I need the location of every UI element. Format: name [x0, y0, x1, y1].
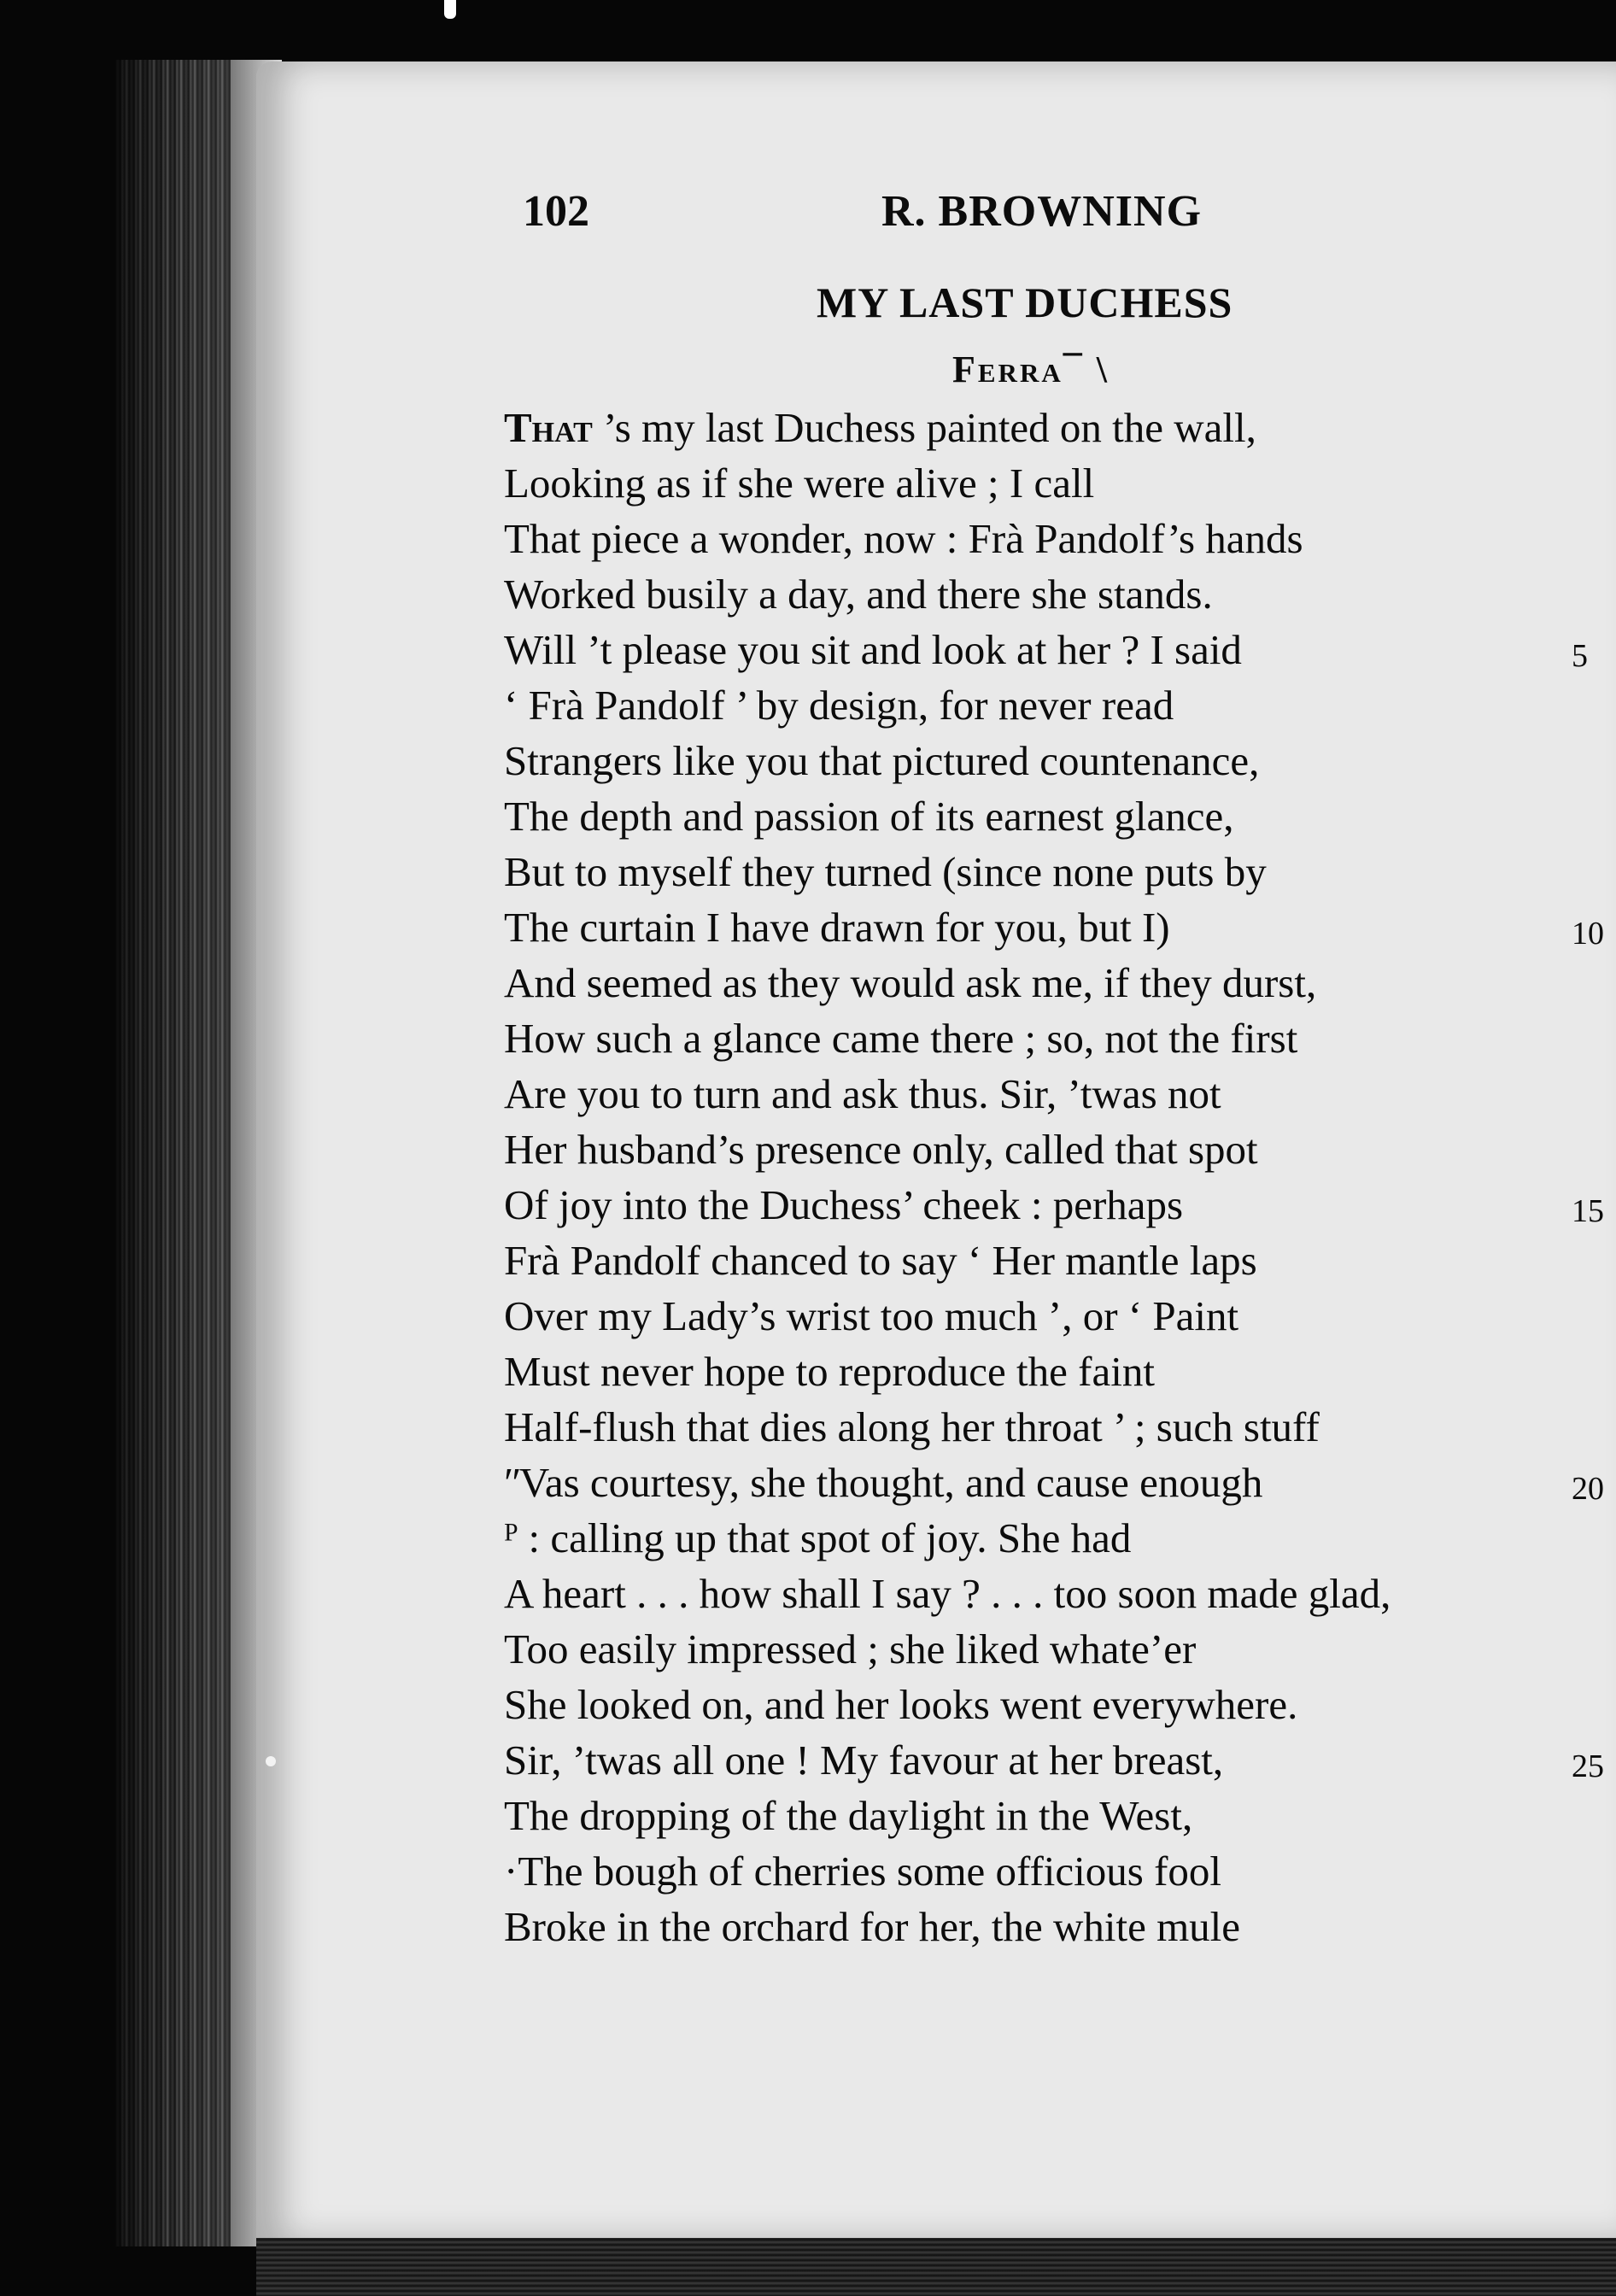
- poem-line: [504, 1510, 1597, 1566]
- poem-line: [504, 1344, 1597, 1399]
- poem-line: [504, 1288, 1597, 1344]
- poem-line: [504, 1010, 1597, 1066]
- poem-line-text: ʺVas courtesy, she thought, and cause enough: [504, 1459, 1263, 1506]
- poem-line: [504, 1788, 1597, 1843]
- poem-line: [504, 1899, 1597, 1954]
- poem-line-text: And seemed as they would ask me, if they durst,: [504, 959, 1317, 1006]
- poem-line-text: The depth and passion of its earnest glance,: [504, 793, 1234, 840]
- poem-line: [504, 511, 1597, 566]
- poem-line-text: The dropping of the daylight in the West,: [504, 1792, 1193, 1839]
- poem-line-text: Are you to turn and ask thus. Sir, ’twas not: [504, 1070, 1221, 1117]
- scan-dust-spot: [266, 1756, 276, 1766]
- poem-line-text: Will ’t please you sit and look at her ? I said: [504, 626, 1242, 673]
- poem-line: [504, 1399, 1597, 1455]
- poem-body: [504, 400, 1604, 1954]
- line-number: 5: [1572, 638, 1588, 674]
- poem-line: [504, 1566, 1597, 1621]
- poem-line-text: ·The bough of cherries some officious fool: [504, 1848, 1222, 1895]
- poem-line: [504, 1066, 1597, 1122]
- scan-artifact-mark: [444, 0, 456, 19]
- poem-title: MY LAST DUCHESS: [817, 278, 1233, 326]
- poem-line-text: Worked busily a day, and there she stands.: [504, 571, 1213, 618]
- poem-line-text: Must never hope to reproduce the faint: [504, 1348, 1155, 1395]
- poem-first-line-rest: ’s my last Duchess painted on the wall,: [592, 404, 1256, 451]
- poem-line-text: That piece a wonder, now : Frà Pandolf’s hands: [504, 515, 1303, 562]
- poem-line: [504, 1177, 1604, 1233]
- poem-line: [504, 733, 1597, 788]
- line-number: 20: [1572, 1471, 1604, 1507]
- poem-line-text: Of joy into the Duchess’ cheek : perhaps: [504, 1181, 1184, 1228]
- poem-line: [504, 788, 1597, 844]
- poem-line-text: Too easily impressed ; she liked whate’er: [504, 1625, 1197, 1672]
- poem-line-text: Sir, ’twas all one ! My favour at her breast,: [504, 1737, 1224, 1784]
- poem-line-text: A heart . . . how shall I say ? . . . too soon made glad,: [504, 1570, 1391, 1617]
- running-head: [523, 186, 1240, 246]
- poem-line-text: But to myself they turned (since none puts by: [504, 848, 1267, 895]
- running-head-author: R. BROWNING: [881, 187, 1203, 236]
- poem-line: [504, 455, 1597, 511]
- line-number: 25: [1572, 1748, 1604, 1784]
- poem-line: [504, 1621, 1597, 1677]
- poem-line: [504, 1455, 1604, 1510]
- poem-line-text: ᴾ : calling up that spot of joy. She had: [504, 1514, 1132, 1561]
- poem-line-text: Strangers like you that pictured countenance,: [504, 737, 1260, 784]
- poem-line: [504, 955, 1597, 1010]
- poem-line: [504, 844, 1597, 899]
- poem-line: [504, 400, 1597, 455]
- poem-line: [504, 899, 1604, 955]
- poem-line: [504, 566, 1597, 622]
- poem-line-text: Frà Pandolf chanced to say ‘ Her mantle laps: [504, 1237, 1257, 1284]
- poem-line: [504, 1677, 1597, 1732]
- page-number: 102: [523, 187, 589, 236]
- line-number: 10: [1572, 916, 1604, 952]
- poem-line: [504, 622, 1597, 677]
- poem-line-text: Looking as if she were alive ; I call: [504, 460, 1095, 507]
- poem-line-text: Broke in the orchard for her, the white mule: [504, 1903, 1241, 1950]
- poem-line: [504, 1233, 1597, 1288]
- poem-line: [504, 1732, 1604, 1788]
- poem-line: [504, 677, 1597, 733]
- poem-line-text: She looked on, and her looks went everywhere.: [504, 1681, 1298, 1728]
- line-number: 15: [1572, 1193, 1604, 1229]
- poem-line-text: Her husband’s presence only, called that spot: [504, 1126, 1258, 1173]
- poem-subtitle: Ferra¯ \: [952, 348, 1110, 390]
- poem-line-text: The curtain I have drawn for you, but I): [504, 904, 1170, 951]
- poem-line: [504, 1843, 1597, 1899]
- poem-line-text: [504, 400, 1256, 455]
- poem-line-text: ‘ Frà Pandolf ’ by design, for never read: [504, 682, 1174, 729]
- book-bottom-edge: [256, 2238, 1616, 2296]
- poem-line-text: How such a glance came there ; so, not the first: [504, 1015, 1298, 1062]
- poem-first-word: That: [504, 404, 593, 451]
- poem-line: [504, 1122, 1597, 1177]
- poem-line-text: Over my Lady’s wrist too much ’, or ‘ Paint: [504, 1292, 1239, 1339]
- poem-line-text: Half-flush that dies along her throat ’ ; such stuff: [504, 1403, 1320, 1450]
